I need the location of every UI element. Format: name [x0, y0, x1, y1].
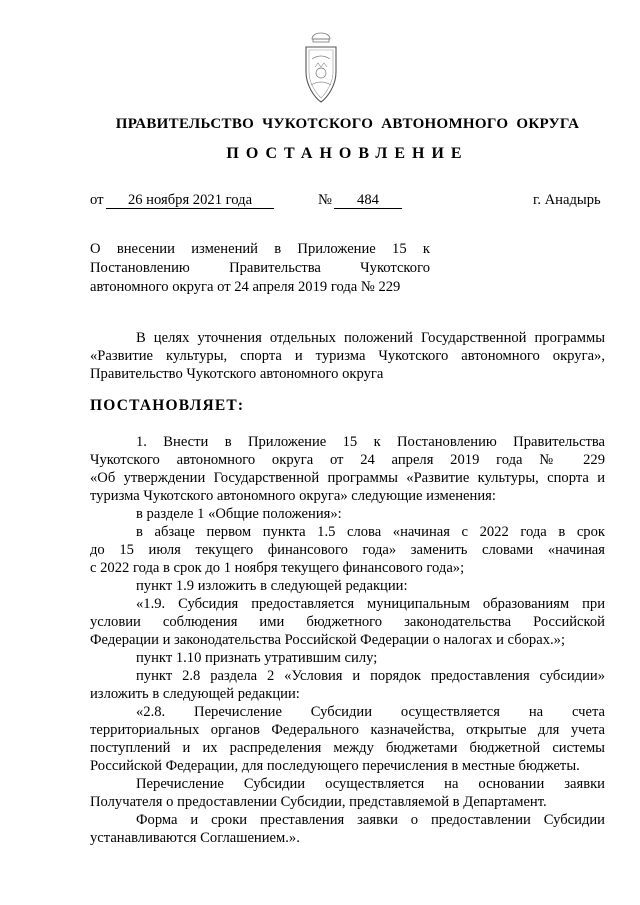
body-line: Российской Федерации, для последующего перечисления в местные бюджеты. [90, 758, 580, 774]
government-title: ПРАВИТЕЛЬСТВО ЧУКОТСКОГО АВТОНОМНОГО ОКРУГА [115, 116, 580, 132]
place: г. Анадырь [533, 192, 601, 208]
body-line: в разделе 1 «Общие положения»: [136, 506, 342, 522]
body-line: Получателя о предоставлении Субсидии, представляемой в Департамент. [90, 794, 547, 810]
preamble-line-3: Правительство Чукотского автономного округа [90, 366, 384, 382]
number-value: 484 [334, 192, 402, 209]
body-line: Чукотского автономного округа от 24 апреля 2019 года № 229 [90, 452, 605, 468]
decree-heading: ПОСТАНОВЛЯЕТ: [90, 397, 245, 414]
number-field [334, 192, 402, 209]
date-field [106, 192, 274, 209]
body-line: изложить в следующей редакции: [90, 686, 300, 702]
subject-line-1: О внесении изменений в Приложение 15 к [90, 241, 430, 257]
preamble-line-1: В целях уточнения отдельных положений Государственной программы [136, 330, 605, 346]
body-line: «2.8. Перечисление Субсидии осуществляется на счета [136, 704, 605, 720]
body-line: устанавливаются Соглашением.». [90, 830, 300, 846]
date-prefix: от [90, 192, 104, 208]
subject-line-2: Постановлению Правительства Чукотского [90, 260, 430, 276]
body-line: до 15 июля текущего финансового года» заменить словами «начиная [90, 542, 605, 558]
body-line: 1. Внести в Приложение 15 к Постановлению Правительства [136, 434, 605, 450]
date-value: 26 ноября 2021 года [106, 192, 274, 209]
body-line: «1.9. Субсидия предоставляется муниципальным образованиям при [136, 596, 605, 612]
body-line: с 2022 года в срок до 1 ноября текущего финансового года»; [90, 560, 465, 576]
body-line: пункт 2.8 раздела 2 «Условия и порядок предоставления субсидии» [136, 668, 605, 684]
coat-of-arms-emblem [303, 27, 339, 105]
body-line: условии соблюдения ими бюджетного законодательства Российской [90, 614, 605, 630]
preamble-line-2: «Развитие культуры, спорта и туризма Чукотского автономного округа», [90, 348, 605, 364]
body-line: Перечисление Субсидии осуществляется на основании заявки [136, 776, 605, 792]
number-prefix: № [318, 192, 332, 208]
body-line: «Об утверждении Государственной программы «Развитие культуры, спорта и [90, 470, 605, 486]
document-type-title: ПОСТАНОВЛЕНИЕ [226, 145, 469, 162]
subject-line-3: автономного округа от 24 апреля 2019 года № 229 [90, 279, 401, 295]
body-line: туризма Чукотского автономного округа» следующие изменения: [90, 488, 496, 504]
body-line: Федерации и законодательства Российской Федерации о налогах и сборах.»; [90, 632, 565, 648]
body-line: территориальных органов Федерального казначейства, открытые для учета [90, 722, 605, 738]
body-line: в абзаце первом пункта 1.5 слова «начиная с 2022 года в срок [136, 524, 605, 540]
body-line: пункт 1.9 изложить в следующей редакции: [136, 578, 408, 594]
body-line: пункт 1.10 признать утратившим силу; [136, 650, 378, 666]
body-line: поступлений и их распределения между бюджетами бюджетной системы [90, 740, 605, 756]
body-line: Форма и сроки преставления заявки о предоставлении Субсидии [136, 812, 605, 828]
